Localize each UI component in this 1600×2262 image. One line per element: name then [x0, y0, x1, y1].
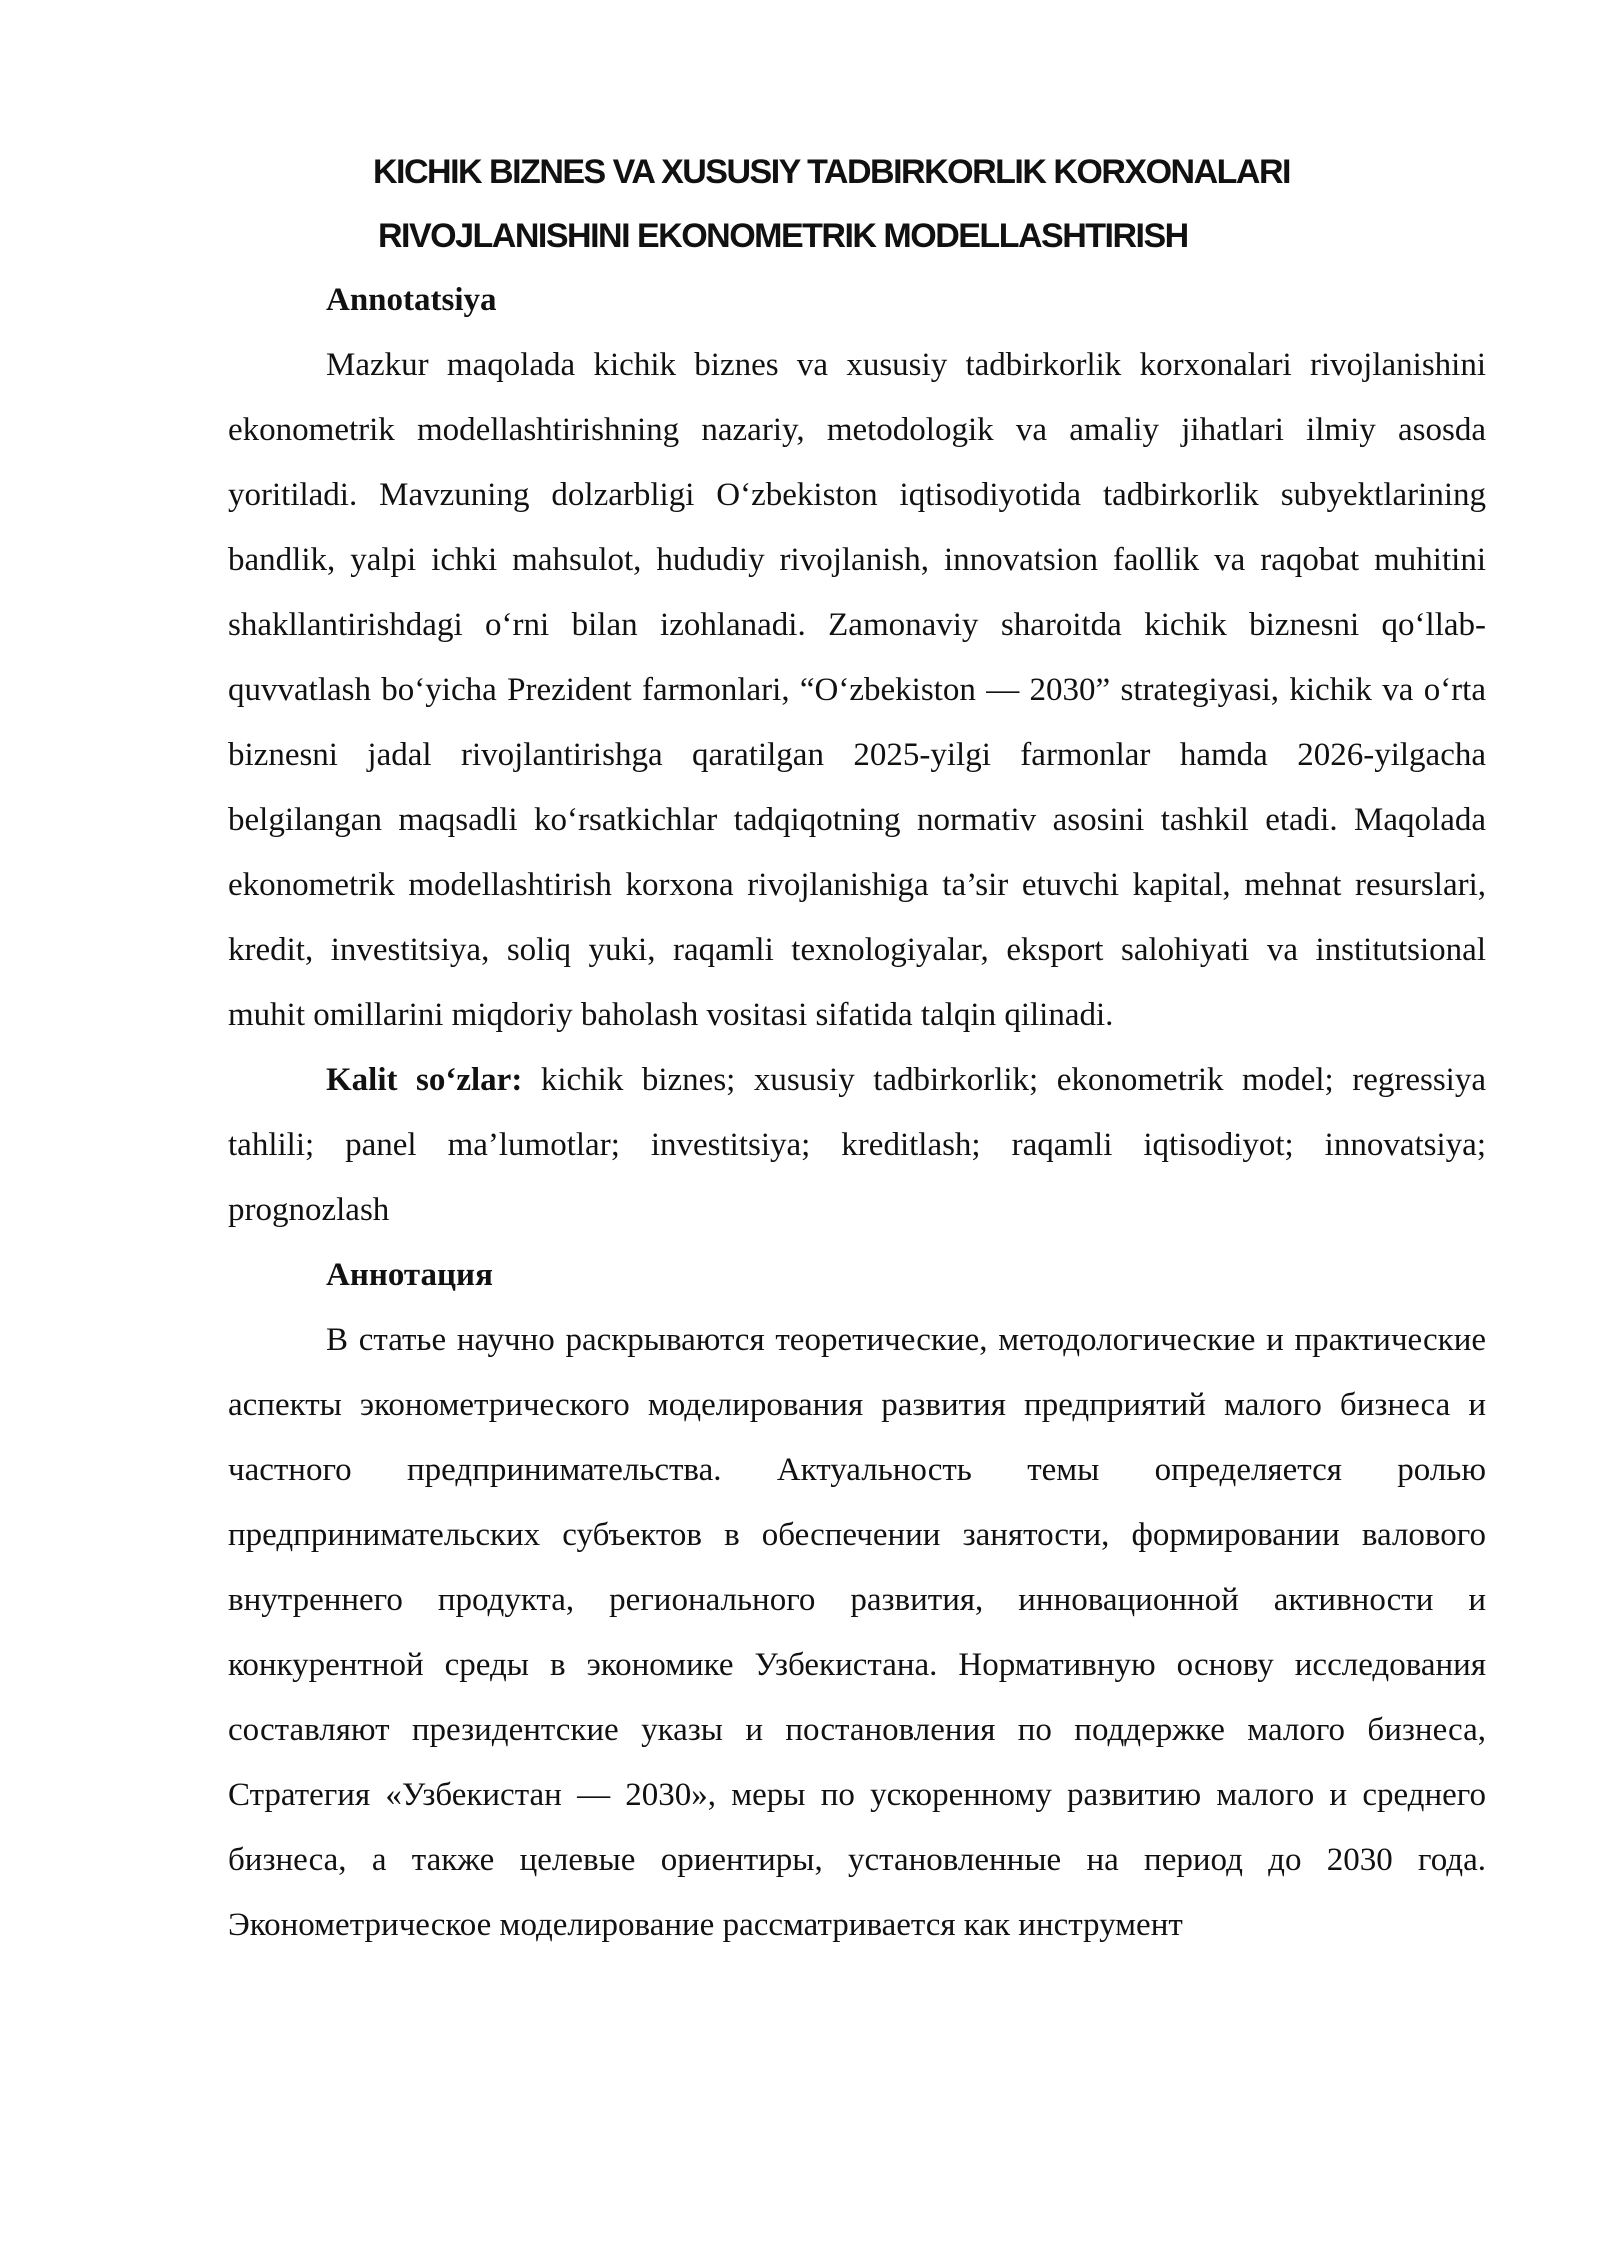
keywords-text: kichik biznes; xususiy tadbirkorlik; ekonometrik model; regressiya tahlili; panel ma’lumotlar; investitsiya; kreditlash; raqamli iqtisodiyot; innovatsiya; prognozlash: [228, 1062, 1486, 1228]
annotation-ru-heading: Аннотация: [326, 1257, 493, 1293]
title-line-1: KICHIK BIZNES VA XUSUSIY TADBIRKORLIK KORXONALARI: [373, 153, 1290, 191]
document-page: [228, 140, 1486, 1958]
keywords-label: Kalit so‘zlar:: [326, 1062, 523, 1098]
annotation-uz-text: Mazkur maqolada kichik biznes va xususiy tadbirkorlik korxonalari rivojlanishini ekonometrik modellashtirishning nazariy, metodologik va amaliy jihatlari ilmiy asosda yoritiladi. Mavzuning dolzarbligi O‘zbekiston iqtisodiyotida tadbirkorlik subyektlarining bandlik, yalpi ichki mahsulot, hududiy rivojlanish, innovatsion faollik va raqobat muhitini shakllantirishdagi o‘rni bilan izohlanadi. Zamonaviy sharoitda kichik biznesni qo‘llab-quvvatlash bo‘yicha Prezident farmonlari, “O‘zbekiston — 2030” strategiyasi, kichik va o‘rta biznesni jadal rivojlantirishga qaratilgan 2025-yilgi farmonlar hamda 2026-yilgacha belgilangan maqsadli ko‘rsatkichlar tadqiqotning normativ asosini tashkil etadi. Maqolada ekonometrik modellashtirish korxona rivojlanishiga ta’sir etuvchi kapital, mehnat resurslari, kredit, investitsiya, soliq yuki, raqamli texnologiyalar, eksport salohiyati va institutsional muhit omillarini miqdoriy baholash vositasi sifatida talqin qilinadi.: [228, 347, 1486, 1033]
title-line-2: RIVOJLANISHINI EKONOMETRIK MODELLASHTIRISH: [378, 217, 1188, 255]
keywords-paragraph: [228, 1048, 1486, 1243]
annotation-uz-heading: Annotatsiya: [326, 282, 497, 318]
annotation-ru-text: В статье научно раскрываются теоретические, методологические и практические аспекты эконометрического моделирования развития предприятий малого бизнеса и частного предпринимательства. Актуальность темы определяется ролью предпринимательских субъектов в обеспечении занятости, формировании валового внутреннего продукта, регионального развития, инновационной активности и конкурентной среды в экономике Узбекистана. Нормативную основу исследования составляют президентские указы и постановления по поддержке малого бизнеса, Стратегия «Узбекистан — 2030», меры по ускоренному развитию малого и среднего бизнеса, а также целевые ориентиры, установленные на период до 2030 года. Эконометрическое моделирование рассматривается как инструмент: [228, 1322, 1486, 1943]
